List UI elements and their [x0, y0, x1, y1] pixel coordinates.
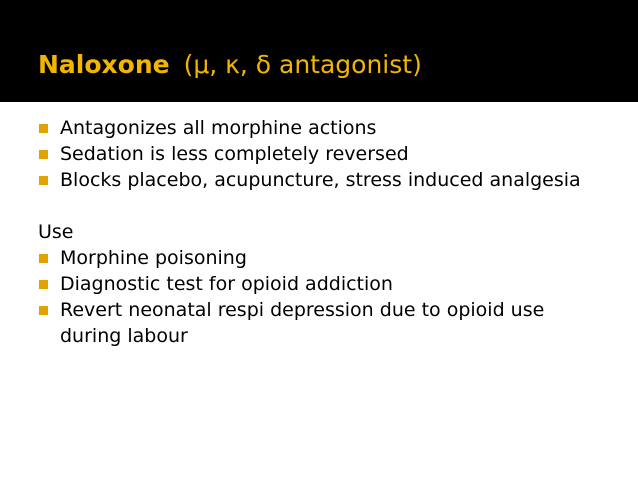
slide-title — [38, 48, 422, 82]
list-item — [38, 115, 608, 141]
bullet-text: Morphine poisoning — [60, 247, 247, 269]
title-bar — [0, 0, 638, 102]
list-item — [38, 141, 608, 167]
section-spacer — [38, 193, 608, 219]
bullet-square-icon — [39, 176, 48, 185]
bullet-text: Blocks placebo, acupuncture, stress induced analgesia — [60, 169, 581, 191]
title-receptor-note: (μ, κ, δ antagonist) — [183, 50, 422, 79]
bullet-text: Sedation is less completely reversed — [60, 143, 409, 165]
slide-body — [38, 115, 608, 349]
effects-list — [38, 115, 608, 193]
bullet-text: Antagonizes all morphine actions — [60, 117, 377, 139]
use-heading: Use — [38, 221, 74, 243]
bullet-text: Revert neonatal respi depression due to opioid use during labour — [60, 299, 545, 347]
list-item — [38, 167, 608, 193]
bullet-text: Diagnostic test for opioid addiction — [60, 273, 393, 295]
bullet-square-icon — [39, 280, 48, 289]
bullet-square-icon — [39, 124, 48, 133]
uses-list — [38, 245, 608, 349]
bullet-square-icon — [39, 150, 48, 159]
list-item — [38, 297, 608, 349]
list-item — [38, 271, 608, 297]
list-item — [38, 245, 608, 271]
bullet-square-icon — [39, 306, 48, 315]
title-drug-name: Naloxone — [38, 50, 170, 79]
bullet-square-icon — [39, 254, 48, 263]
